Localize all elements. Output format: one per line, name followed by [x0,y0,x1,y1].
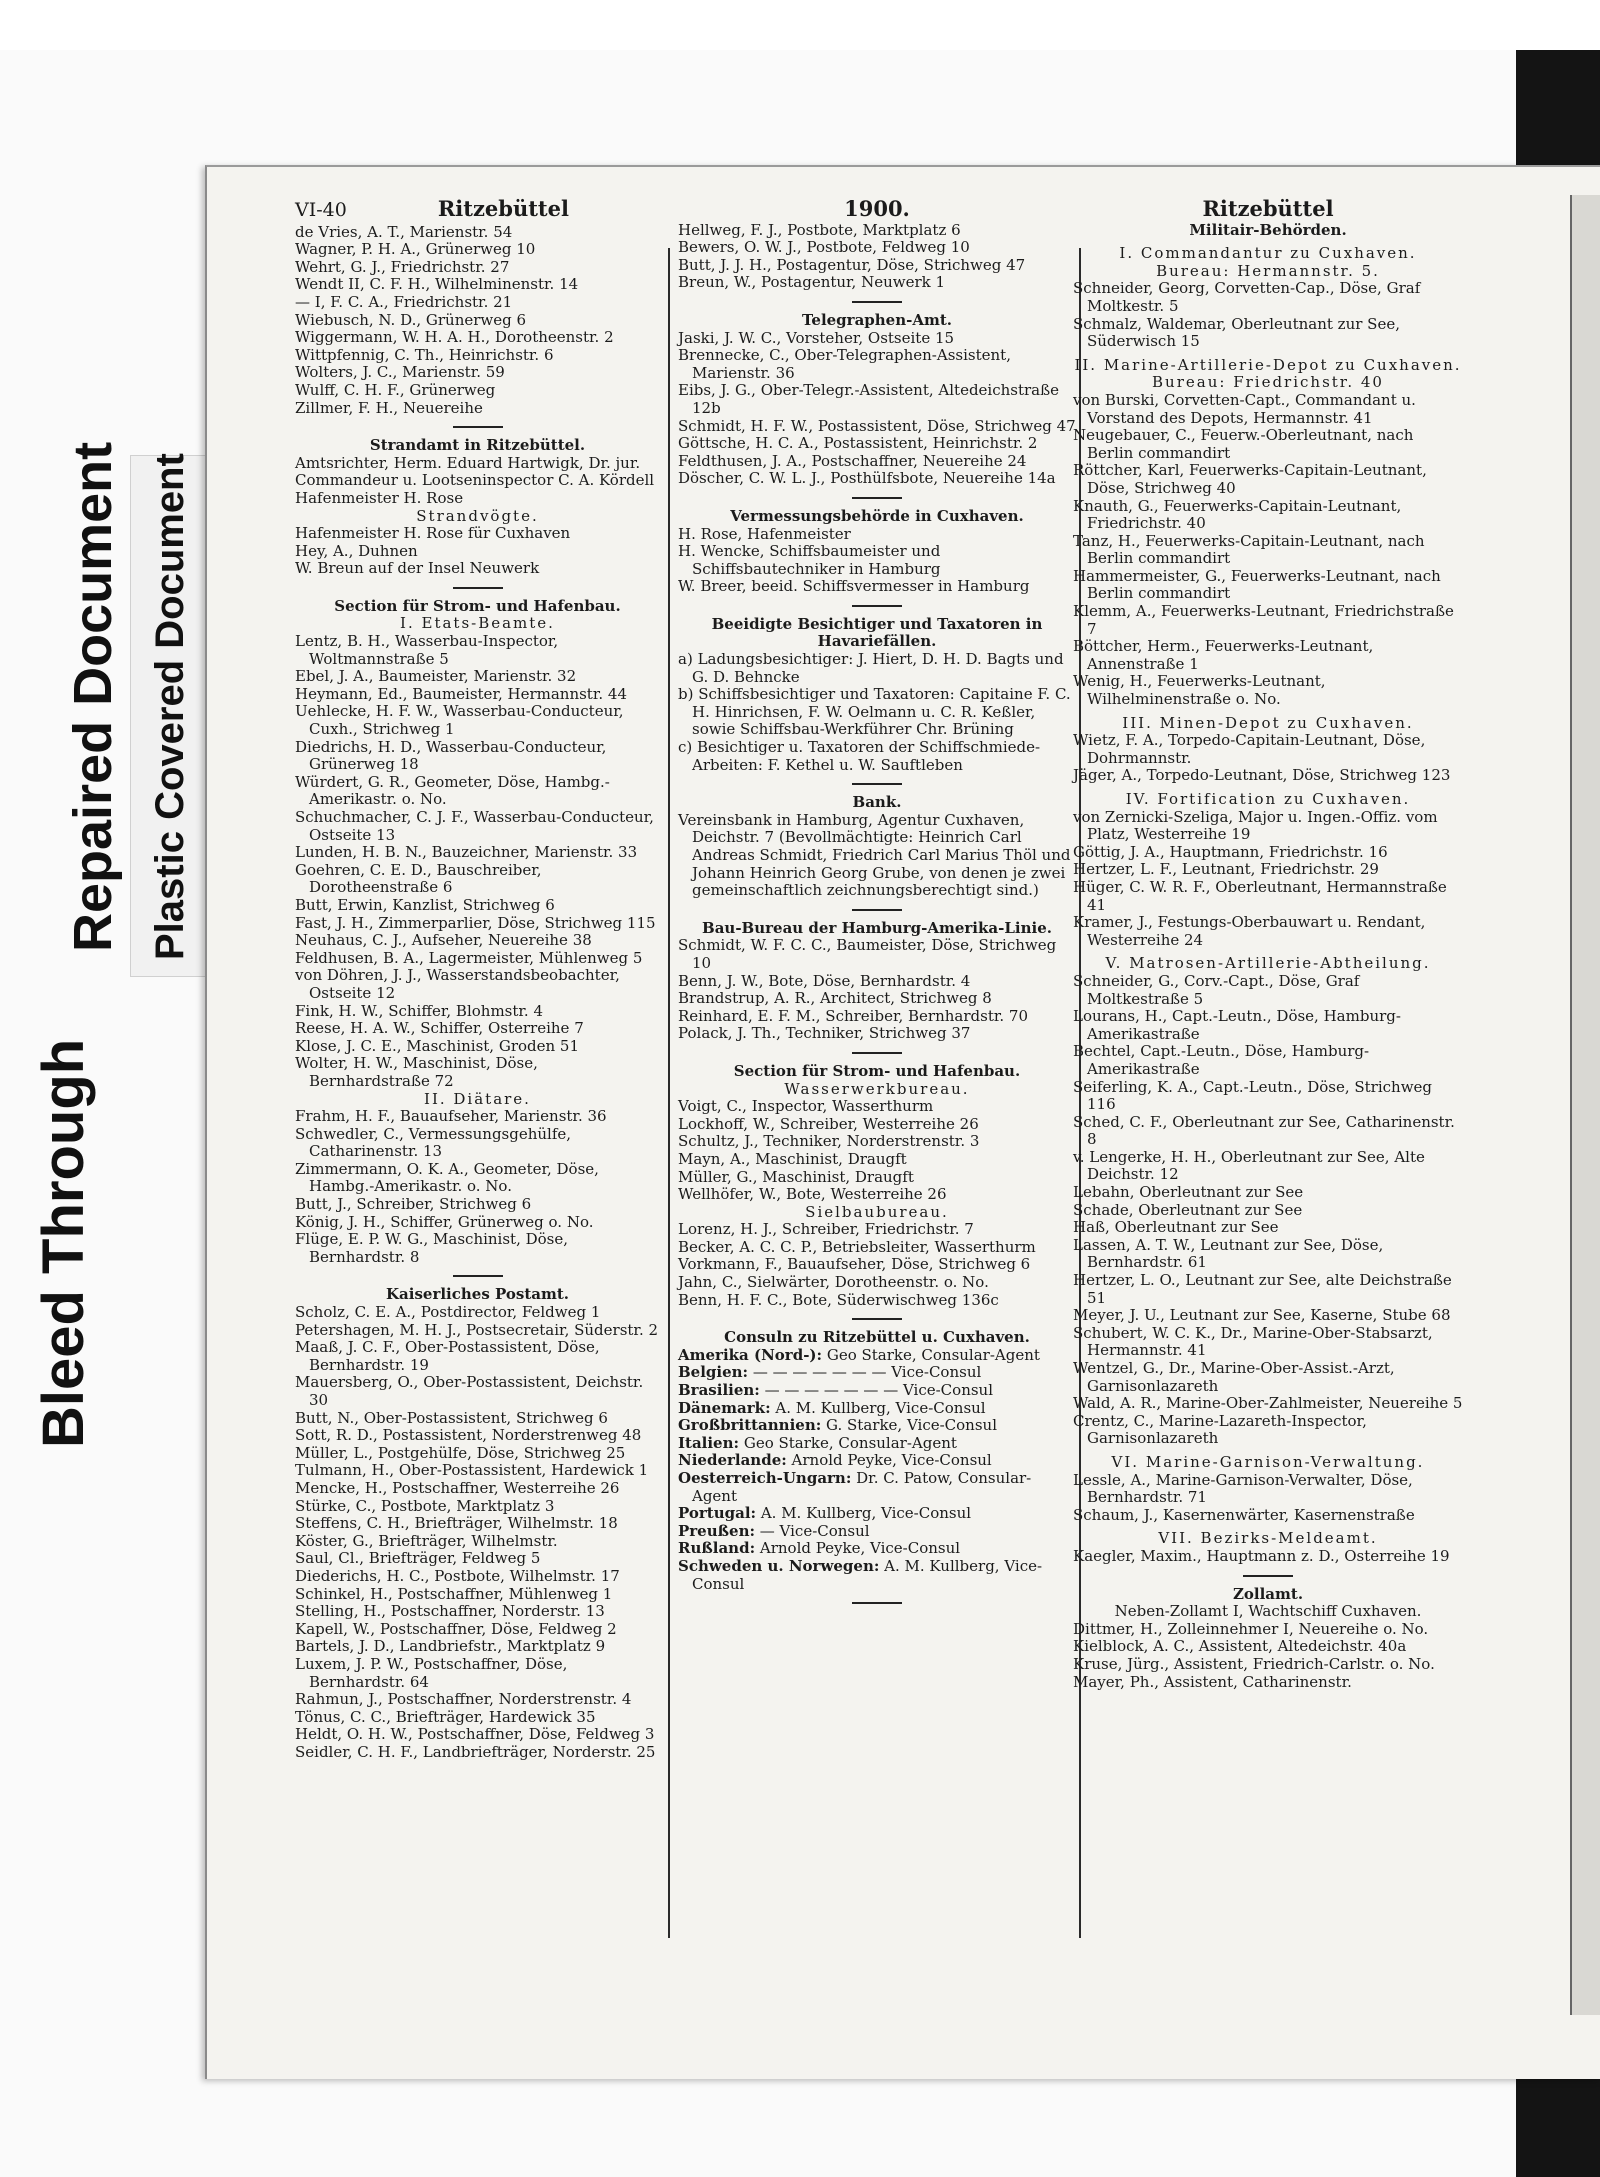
consul-entry [678,1364,1076,1382]
list-entry: Schubert, W. C. K., Dr., Marine-Ober-Stabsarzt, Hermannstr. 41 [1073,1323,1433,1360]
separator [852,1052,902,1054]
list-entry: Flüge, E. P. W. G., Maschinist, Döse, Bernhardstr. 8 [295,1230,569,1266]
right-running-title: Ritzebüttel [1202,196,1334,221]
beeidigte-heading: Beeidigte Besichtiger und Taxatoren in Havariefällen. [711,614,1043,651]
list-entry: Fink, H. W., Schiffer, Blohmstr. 4 [295,1001,543,1020]
list-entry: Heymann, Ed., Baumeister, Hermannstr. 44 [295,684,627,703]
left-running-title: Ritzebüttel [437,196,569,221]
list-entry: Voigt, C., Inspector, Wasserthurm [678,1097,934,1116]
list-entry: Neugebauer, C., Feuerw.-Oberleutnant, nach Berlin commandirt [1073,426,1414,462]
list-entry: Knauth, G., Feuerwerks-Capitain-Leutnant, Friedrichstr. 40 [1073,496,1402,533]
list-entry: b) Schiffsbesichtiger und Taxatoren: Capitaine F. C. H. Hinrichsen, F. W. Oelmann u. C. R. Keßler, sowie Schiffsbau-Werkführer Chr. Brüning [678,685,1071,739]
consul-country: Dänemark: [678,1398,771,1417]
consul-country: Niederlande: [678,1451,787,1470]
consul-entry [678,1540,1076,1558]
list-entry: Reese, H. A. W., Schiffer, Osterreihe 7 [295,1019,584,1038]
consul-text: Geo Starke, Consular-Agent [739,1433,957,1452]
list-entry: Hey, A., Duhnen [295,541,418,560]
consuln-list [678,1347,1076,1593]
separator [852,909,902,911]
year-heading: 1900. [844,196,910,221]
list-entry: Rahmun, J., Postschaffner, Norderstrenstr. 4 [295,1690,632,1709]
consul-country: Belgien: [678,1363,749,1382]
list-entry: Reinhard, E. F. M., Schreiber, Bernhardstr. 70 [678,1006,1028,1025]
list-entry: Mauersberg, O., Ober-Postassistent, Deichstr. 30 [295,1373,644,1409]
consul-text: Arnold Peyke, Vice-Consul [755,1539,961,1558]
consul-country: Preußen: [678,1521,756,1540]
list-entry: Wiebusch, N. D., Grünerweg 6 [295,310,527,329]
list-entry: Müller, L., Postgehülfe, Döse, Strichweg 25 [295,1443,626,1462]
list-entry: Schmidt, W. F. C. C., Baumeister, Döse, Strichweg 10 [678,936,1057,972]
list-entry: Haß, Oberleutnant zur See [1073,1218,1279,1237]
page-number: VI-40 [295,199,347,221]
list-entry: Butt, J. J. H., Postagentur, Döse, Strichweg 47 [678,255,1026,274]
list-entry: Lentz, B. H., Wasserbau-Inspector, Woltmannstraße 5 [295,632,559,668]
military-group-title: IV. Fortification zu Cuxhaven. [1125,790,1411,808]
separator [852,497,902,499]
list-entry: Klemm, A., Feuerwerks-Leutnant, Friedrichstraße 7 [1073,602,1454,638]
consul-text: A. M. Kullberg, Vice-Consul [770,1398,986,1417]
list-entry: Schinkel, H., Postschaffner, Mühlenweg 1 [295,1584,613,1603]
list-entry: a) Ladungsbesichtiger: J. Hiert, D. H. D. Bagts und G. D. Behncke [678,650,1064,686]
zollamt-heading: Zollamt. [1232,1584,1304,1603]
list-entry: Butt, J., Schreiber, Strichweg 6 [295,1195,532,1214]
list-entry: Schneider, Georg, Corvetten-Cap., Döse, Graf Moltkestr. 5 [1073,279,1421,315]
consul-text: Dr. C. Patow, Consular-Agent [692,1469,1032,1505]
list-entry: von Burski, Corvetten-Capt., Commandant u. Vorstand des Depots, Hermannstr. 41 [1073,390,1416,427]
list-entry: Wietz, F. A., Torpedo-Capitain-Leutnant, Döse, Dohrmannstr. [1073,731,1426,767]
list-entry: Lunden, H. B. N., Bauzeichner, Marienstr. 33 [295,843,638,862]
list-entry: W. Breun auf der Insel Neuwerk [295,559,540,578]
military-group-title: III. Minen-Depot zu Cuxhaven. [1122,713,1414,732]
list-entry: Wellhöfer, W., Bote, Westerreihe 26 [678,1185,947,1204]
military-group-title: VI. Marine-Garnison-Verwaltung. [1111,1452,1425,1471]
postamt-list [295,1304,660,1761]
consul-text: Geo Starke, Consular-Agent [822,1345,1040,1364]
consul-entry [678,1382,1076,1400]
consul-country: Brasilien: [678,1381,760,1400]
list-entry: Uehlecke, H. F. W., Wasserbau-Conducteur, Cuxh., Strichweg 1 [295,702,624,739]
list-entry: Schuchmacher, C. J. F., Wasserbau-Conducteur, Ostseite 13 [295,808,654,844]
zollamt-list [1073,1621,1463,1691]
list-entry: Schaum, J., Kasernenwärter, Kasernenstraße [1073,1505,1415,1524]
list-entry: Becker, A. C. C. P., Betriebsleiter, Wasserthurm [678,1237,1036,1256]
military-group-sub: Bureau: Friedrichstr. 40 [1152,373,1384,392]
list-entry: Neuhaus, C. J., Aufseher, Neuereihe 38 [295,931,592,950]
sielbau-list [678,1221,1076,1309]
list-entry: — I, F. C. A., Friedrichstr. 21 [295,292,513,311]
list-entry: Wentzel, G., Dr., Marine-Ober-Assist.-Arzt, Garnisonlazareth [1073,1359,1395,1395]
list-entry: Wolters, J. C., Marienstr. 59 [295,363,505,382]
list-entry: Diederichs, H. C., Postbote, Wilhelmstr. 17 [295,1566,620,1585]
list-entry: H. Rose, Hafenmeister [678,524,851,543]
list-entry: Sott, R. D., Postassistent, Norderstrenweg 48 [295,1426,642,1445]
consul-country: Italien: [678,1433,740,1452]
vermessung-list [678,526,1076,596]
list-entry: Tulmann, H., Ober-Postassistent, Hardewick 1 [295,1461,649,1480]
bank-text: Vereinsbank in Hamburg, Agentur Cuxhaven, Deichstr. 7 (Bevollmächtigte: Heinrich Carl Andreas Schmidt, Friedrich Carl Marius Thöl und Johann Heinrich Georg Grube, von denen je zwei gemeinschaftlich zeichnungsberechtigt sind.) [678,810,1071,900]
list-entry: Würdert, G. R., Geometer, Döse, Hambg.-Amerikastr. o. No. [295,772,610,809]
list-entry: Göttig, J. A., Hauptmann, Friedrichstr. 16 [1073,842,1388,861]
list-entry: Kaegler, Maxim., Hauptmann z. D., Osterreihe 19 [1073,1546,1450,1565]
list-entry: Zimmermann, O. K. A., Geometer, Döse, Hambg.-Amerikastr. o. No. [295,1159,599,1196]
baubureau-heading: Bau-Bureau der Hamburg-Amerika-Linie. [702,918,1052,937]
military-group-title: V. Matrosen-Artillerie-Abtheilung. [1105,954,1431,973]
list-entry: Klose, J. C. E., Maschinist, Groden 51 [295,1036,580,1055]
list-entry: Schmalz, Waldemar, Oberleutnant zur See, Süderwisch 15 [1073,314,1400,351]
beeidigte-list [678,651,1076,774]
column-3 [1073,196,1463,1691]
list-entry: Schwedler, C., Vermessungsgehülfe, Catharinenstr. 13 [295,1124,572,1161]
list-entry: Hafenmeister H. Rose für Cuxhaven [295,524,571,543]
list-entry: Steffens, C. H., Briefträger, Wilhelmstr. 18 [295,1514,618,1533]
list-entry: Bewers, O. W. J., Postbote, Feldweg 10 [678,238,970,257]
list-entry: Benn, H. F. C., Bote, Süderwischweg 136c [678,1290,999,1309]
list-entry: Schmidt, H. F. W., Postassistent, Döse, Strichweg 47 [678,416,1076,435]
list-entry: Vorkmann, F., Bauaufseher, Döse, Strichweg 6 [678,1255,1031,1274]
list-entry: Breun, W., Postagentur, Neuwerk 1 [678,273,946,292]
list-entry: Lorenz, H. J., Schreiber, Friedrichstr. 7 [678,1220,974,1239]
separator [453,1275,503,1277]
column-rule-1 [668,248,670,1938]
separator [852,1602,902,1604]
list-entry: Hafenmeister H. Rose [295,488,464,507]
military-group-title: II. Marine-Artillerie-Depot zu Cuxhaven. [1074,355,1462,374]
col1-top-list [295,224,660,418]
list-entry: Butt, N., Ober-Postassistent, Strichweg 6 [295,1408,608,1427]
consul-entry [678,1417,1076,1435]
consul-text: A. M. Kullberg, Vice-Consul [756,1504,972,1523]
page-curl [1570,195,1600,2015]
zollamt-sub: Neben-Zollamt I, Wachtschiff Cuxhaven. [1114,1602,1422,1621]
list-entry: Röttcher, Karl, Feuerwerks-Capitain-Leutnant, Döse, Strichweg 40 [1073,461,1427,497]
etats-beamte-heading: I. Etats-Beamte. [400,614,555,633]
list-entry: Mencke, H., Postschaffner, Westerreihe 26 [295,1478,620,1497]
list-entry: v. Lengerke, H. H., Oberleutnant zur See, Alte Deichstr. 12 [1073,1147,1425,1184]
list-entry: Jaski, J. W. C., Vorsteher, Ostseite 15 [678,328,955,347]
list-entry: Stelling, H., Postschaffner, Norderstr. 13 [295,1602,605,1621]
list-entry: Meyer, J. U., Leutnant zur See, Kaserne, Stube 68 [1073,1306,1451,1325]
list-entry: von Döhren, J. J., Wasserstandsbeobachter, Ostseite 12 [295,966,620,1002]
separator [852,783,902,785]
list-entry: Crentz, C., Marine-Lazareth-Inspector, Garnisonlazareth [1073,1411,1367,1448]
list-entry: Dittmer, H., Zolleinnehmer I, Neuereihe o. No. [1073,1619,1429,1638]
consul-entry [678,1505,1076,1523]
consul-entry [678,1347,1076,1365]
postamt-heading: Kaiserliches Postamt. [386,1285,569,1304]
consul-entry [678,1558,1076,1593]
list-entry: W. Breer, beeid. Schiffsvermesser in Hamburg [678,577,1030,596]
list-entry: Wenig, H., Feuerwerks-Leutnant, Wilhelminenstraße o. No. [1073,672,1326,709]
list-entry: Köster, G., Briefträger, Wilhelmstr. [295,1531,558,1550]
list-entry: Commandeur u. Lootseninspector C. A. Kördell [295,471,655,490]
list-entry: de Vries, A. T., Marienstr. 54 [295,222,513,241]
list-entry: Wulff, C. H. F., Grünerweg [295,380,496,399]
list-entry: H. Wencke, Schiffsbaumeister und Schiffsbautechniker in Hamburg [678,542,941,578]
list-entry: Kapell, W., Postschaffner, Döse, Feldweg 2 [295,1619,617,1638]
list-entry: Zillmer, F. H., Neuereihe [295,398,483,417]
diaetare-list [295,1108,660,1266]
telegraph-list [678,330,1076,488]
separator [453,426,503,428]
separator [453,587,503,589]
consul-text: G. Starke, Vice-Consul [821,1416,997,1435]
consul-country: Portugal: [678,1504,757,1523]
military-group-sub: Bureau: Hermannstr. 5. [1156,261,1380,280]
diaetare-heading: II. Diätare. [424,1089,531,1108]
list-entry: Hüger, C. W. R. F., Oberleutnant, Hermannstraße 41 [1073,877,1447,914]
list-entry: Seiferling, K. A., Capt.-Leutn., Döse, Strichweg 116 [1073,1077,1433,1114]
list-entry: Sched, C. F., Oberleutnant zur See, Catharinenstr. 8 [1073,1112,1455,1149]
list-entry: Göttsche, H. C. A., Postassistent, Heinrichstr. 2 [678,434,1038,453]
col2-top-list [678,222,1076,292]
consul-entry [678,1452,1076,1470]
vermessung-heading: Vermessungsbehörde in Cuxhaven. [730,506,1024,525]
list-entry: Amtsrichter, Herm. Eduard Hartwigk, Dr. jur. [295,453,641,472]
list-entry: Wittpfennig, C. Th., Heinrichstr. 6 [295,345,554,364]
column-1 [295,196,660,1761]
list-entry: Lebahn, Oberleutnant zur See [1073,1183,1304,1202]
consul-country: Großbrittannien: [678,1416,822,1435]
list-entry: Fast, J. H., Zimmerparlier, Döse, Strichweg 115 [295,913,656,932]
consul-country: Schweden u. Norwegen: [678,1556,880,1575]
consul-country: Oesterreich-Ungarn: [678,1469,852,1487]
strandvoegte-heading: Strandvögte. [416,506,539,525]
list-entry: Wolter, H. W., Maschinist, Döse, Bernhardstraße 72 [295,1054,538,1090]
section-heading: Section für Strom- und Hafenbau. [733,1061,1021,1080]
repaired-document-label: Repaired Document [63,441,123,952]
consul-entry [678,1400,1076,1418]
list-entry: Tönus, C. C., Briefträger, Hardewick 35 [295,1707,596,1726]
militair-groups [1073,245,1463,1565]
list-entry: Hammermeister, G., Feuerwerks-Leutnant, nach Berlin commandirt [1073,566,1441,603]
list-entry: Diedrichs, H. D., Wasserbau-Conducteur, Grünerweg 18 [295,737,607,774]
list-entry: Schade, Oberleutnant zur See [1073,1200,1303,1219]
list-entry: Döscher, C. W. L. J., Posthülfsbote, Neuereihe 14a [678,469,1056,488]
list-entry: Lassen, A. T. W., Leutnant zur See, Döse, Bernhardstr. 61 [1073,1235,1384,1272]
military-group-title: VII. Bezirks-Meldeamt. [1158,1529,1378,1548]
separator [852,1318,902,1320]
list-entry: Hertzer, L. O., Leutnant zur See, alte Deichstraße 51 [1073,1271,1452,1307]
column-3-header [1073,196,1463,221]
list-entry: Heldt, O. H. W., Postschaffner, Döse, Feldweg 3 [295,1725,655,1744]
list-entry: Saul, Cl., Briefträger, Feldweg 5 [295,1549,541,1568]
list-entry: Eibs, J. G., Ober-Telegr.-Assistent, Altedeichstraße 12b [678,381,1060,417]
consul-entry [678,1470,1076,1505]
list-entry: Benn, J. W., Bote, Döse, Bernhardstr. 4 [678,971,971,990]
list-entry: c) Besichtiger u. Taxatoren der Schiffschmiede-Arbeiten: F. Kethel u. W. Sauftleben [678,738,1041,774]
consul-text: — Vice-Consul [755,1521,870,1540]
list-entry: Hertzer, L. F., Leutnant, Friedrichstr. 29 [1073,860,1379,879]
list-entry: Frahm, H. F., Bauaufseher, Marienstr. 36 [295,1107,607,1126]
strandvoegte-list [295,525,660,578]
list-entry: Wehrt, G. J., Friedrichstr. 27 [295,257,510,276]
list-entry: Brennecke, C., Ober-Telegraphen-Assistent, Marienstr. 36 [678,346,1011,382]
column-2-header [678,196,1076,221]
list-entry: Mayer, Ph., Assistent, Catharinenstr. [1073,1672,1352,1691]
military-group-title: I. Commandantur zu Cuxhaven. [1119,244,1417,263]
consul-country: Amerika (Nord-): [678,1345,823,1364]
strandamt-list [295,455,660,508]
list-entry: Seidler, C. H. F., Landbriefträger, Norderstr. 25 [295,1742,656,1761]
list-entry: Wald, A. R., Marine-Ober-Zahlmeister, Neuereihe 5 [1073,1394,1463,1413]
list-entry: Müller, G., Maschinist, Draugft [678,1167,914,1186]
list-entry: Kielblock, A. C., Assistent, Altedeichstr. 40a [1073,1637,1407,1656]
list-entry: Brandstrup, A. R., Architect, Strichweg 8 [678,989,992,1008]
list-entry: Lockhoff, W., Schreiber, Westerreihe 26 [678,1114,979,1133]
list-entry: Petershagen, M. H. J., Postsecretair, Süderstr. 2 [295,1320,659,1339]
column-2 [678,196,1076,1613]
consul-text: Arnold Peyke, Vice-Consul [786,1451,992,1470]
list-entry: Jäger, A., Torpedo-Leutnant, Döse, Strichweg 123 [1073,766,1451,785]
separator [852,605,902,607]
list-entry: Wendt II, C. F. H., Wilhelminenstr. 14 [295,275,579,294]
list-entry: Böttcher, Herm., Feuerwerks-Leutnant, Annenstraße 1 [1073,637,1374,673]
plastic-covered-label: Plastic Covered Document [148,453,192,960]
list-entry: Scholz, C. E. A., Postdirector, Feldweg 1 [295,1303,601,1322]
baubureau-list [678,937,1076,1043]
list-entry: Feldthusen, J. A., Postschaffner, Neuereihe 24 [678,451,1027,470]
list-entry: Mayn, A., Maschinist, Draugft [678,1149,907,1168]
list-entry: Stürke, C., Postbote, Marktplatz 3 [295,1496,555,1515]
list-entry: Maaß, J. C. F., Ober-Postassistent, Döse, Bernhardstr. 19 [295,1338,600,1374]
consul-entry [678,1435,1076,1453]
consul-country: Rußland: [678,1539,756,1558]
consul-text: A. M. Kullberg, Vice-Consul [692,1556,1043,1593]
consul-text: — — — — — — — Vice-Consul [748,1363,982,1382]
list-entry: Tanz, H., Feuerwerks-Capitain-Leutnant, nach Berlin commandirt [1073,531,1425,568]
list-entry: Lourans, H., Capt.-Leutn., Döse, Hamburg-Amerikastraße [1073,1007,1401,1043]
list-entry: Hellweg, F. J., Postbote, Marktplatz 6 [678,220,961,239]
bleed-through-label: Bleed Through [31,1038,96,1448]
list-entry: Polack, J. Th., Techniker, Strichweg 37 [678,1024,971,1043]
list-entry: Schultz, J., Techniker, Norderstrenstr. 3 [678,1132,980,1151]
consuln-heading: Consuln zu Ritzebüttel u. Cuxhaven. [724,1328,1030,1347]
separator [1243,1575,1293,1577]
list-entry: Kramer, J., Festungs-Oberbauwart u. Rendant, Westerreihe 24 [1073,913,1426,949]
strandamt-heading: Strandamt in Ritzebüttel. [369,436,586,455]
wasserwerk-heading: Wasserwerkbureau. [784,1079,970,1098]
list-entry: Wagner, P. H. A., Grünerweg 10 [295,240,536,259]
etats-beamte-list [295,633,660,1090]
list-entry: Butt, Erwin, Kanzlist, Strichweg 6 [295,895,555,914]
consul-entry [678,1523,1076,1541]
wasserwerk-list [678,1098,1076,1204]
consul-text: — — — — — — — Vice-Consul [759,1381,994,1400]
list-entry: Goehren, C. E. D., Bauschreiber, Dorotheenstraße 6 [295,860,542,897]
telegraph-heading: Telegraphen-Amt. [801,310,953,329]
list-entry: Wiggermann, W. H. A. H., Dorotheenstr. 2 [295,328,614,347]
list-entry: Schneider, G., Corv.-Capt., Döse, Graf Moltkestraße 5 [1073,971,1360,1008]
list-entry: Ebel, J. A., Baumeister, Marienstr. 32 [295,667,577,686]
separator [852,301,902,303]
list-entry: Jahn, C., Sielwärter, Dorotheenstr. o. No. [678,1273,989,1292]
list-entry: Bechtel, Capt.-Leutn., Döse, Hamburg-Amerikastraße [1073,1042,1370,1078]
list-entry: Luxem, J. P. W., Postschaffner, Döse, Bernhardstr. 64 [295,1654,568,1691]
section-heading: Section für Strom- und Hafenbau. [334,596,621,615]
bank-heading: Bank. [852,793,902,812]
list-entry: Bartels, J. D., Landbriefstr., Marktplatz 9 [295,1637,606,1656]
militair-heading: Militair-Behörden. [1189,220,1347,239]
sielbau-heading: Sielbaubureau. [805,1202,949,1221]
column-1-header [295,196,660,221]
list-entry: König, J. H., Schiffer, Grünerweg o. No. [295,1212,594,1231]
list-entry: Lessle, A., Marine-Garnison-Verwalter, Döse, Bernhardstr. 71 [1073,1470,1413,1507]
list-entry: Feldhusen, B. A., Lagermeister, Mühlenweg 5 [295,948,643,967]
list-entry: Kruse, Jürg., Assistent, Friedrich-Carlstr. o. No. [1073,1654,1435,1673]
list-entry: von Zernicki-Szeliga, Major u. Ingen.-Offiz. vom Platz, Westerreihe 19 [1073,807,1438,844]
